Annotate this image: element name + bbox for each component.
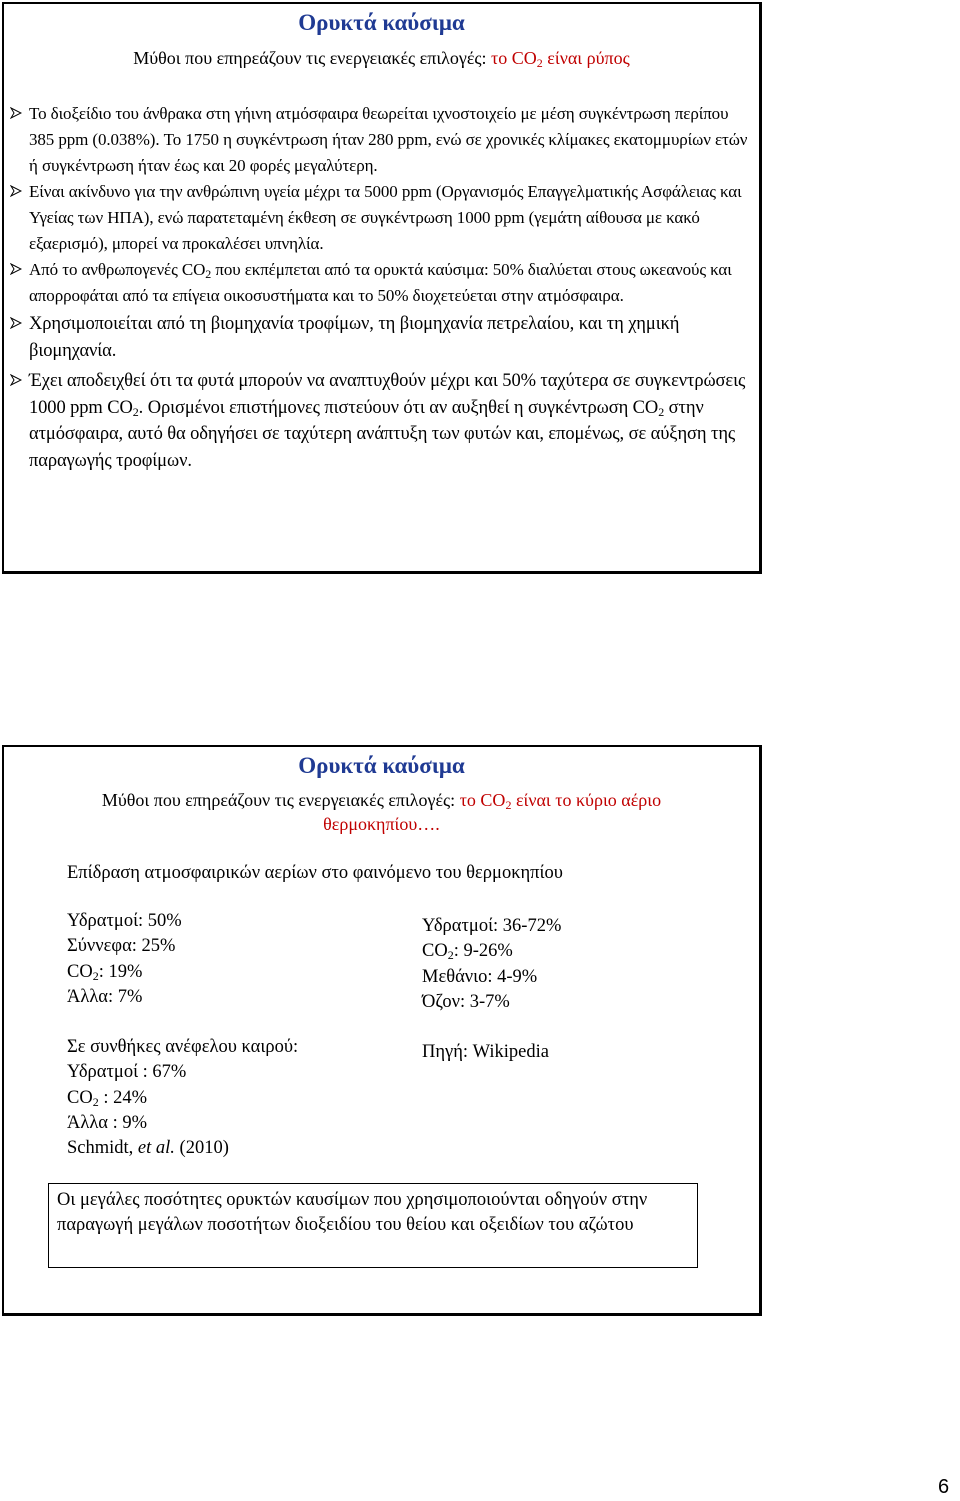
bullet-anthropogenic: Από το ανθρωπογενές $CO_2$ που εκπέμπεται από τα ορυκτά καύσιμα: 50% διαλύεται στους ωκεανούς και απορροφάται από τα επίγεια οικοσυστήματα και το 50% διοχετεύεται στην ατμόσφαιρα.: [9, 257, 753, 309]
arrow-bullet-icon: [10, 185, 22, 197]
left-column: Υδρατμοί: 50% Σύννεφα: 25% $CO_2$: 19% Άλλα: 7% Σε συνθήκες ανέφελου καιρού: Υδρατμοί : 67% $CO_2$ : 24% Άλλα : 9% Schmidt, et al. (2010): [67, 911, 299, 1159]
slide-2-title: Ορυκτά καύσιμα: [298, 753, 465, 778]
bullet-health: Είναι ακίνδυνο για την ανθρώπινη υγεία μέχρι τα 5000 ppm (Οργανισμός Επαγγελματικής Ασφάλειας και Υγείας των ΗΠΑ), ενώ παρατεταμένη έκθεση σε συγκέντρωση 1000 ppm (γεμάτη αίθουσα με κακό εξαερισμό), μπορεί να προκαλέσει υπνηλία.: [9, 179, 753, 257]
greenhouse-heading: Επίδραση ατμοσφαιρικών αερίων στο φαινόμενο του θερμοκηπίου: [67, 863, 563, 883]
slide-2-subtitle: Μύθοι που επηρεάζουν τις ενεργειακές επιλογές: το $CO_2$ είναι το κύριο αέριο θερμοκηπίου….: [101, 790, 662, 834]
arrow-bullet-icon: [10, 263, 22, 275]
bullet-industry: Χρησιμοποιείται από τη βιομηχανία τροφίμων, τη βιομηχανία πετρελαίου, και τη χημική βιομηχανία.: [9, 311, 753, 364]
page-number: 6: [938, 1476, 950, 1498]
slide-2: [2, 745, 762, 1316]
slide-1-subtitle: Μύθοι που επηρεάζουν τις ενεργειακές επιλογές: το $CO_2$ είναι ρύπος: [133, 48, 630, 70]
arrow-bullet-icon: [10, 374, 22, 386]
emissions-note-box: Οι μεγάλες ποσότητες ορυκτών καυσίμων που χρησιμοποιούνται οδηγούν στην παραγωγή μεγάλων ποσοτήτων διοξειδίου του θείου και οξειδίων του αζώτου: [48, 1183, 698, 1268]
slide-1-title: Ορυκτά καύσιμα: [298, 10, 465, 35]
source-label: Πηγή: Wikipedia: [422, 1042, 549, 1063]
bullet-plants: Έχει αποδειχθεί ότι τα φυτά μπορούν να αναπτυχθούν μέχρι και 50% ταχύτερα σε συγκεντρώσεις 1000 ppm $CO_2$. Ορισμένοι επιστήμονες πιστεύουν ότι αν αυξηθεί η συγκέντρωση $CO_2$ στην ατμόσφαιρα, αυτό θα οδηγήσει σε ταχύτερη ανάπτυξη των φυτών και, επομένως, σε αύξηση της παραγωγής τροφίμων.: [9, 368, 753, 474]
arrow-bullet-icon: [10, 317, 22, 329]
slide-1: [2, 2, 762, 574]
slide-1-bullet-list: [9, 101, 753, 474]
right-column: Υδρατμοί: 36-72% $CO_2$: 9-26% Μεθάνιο: 4-9% Όζον: 3-7% Πηγή: Wikipedia: [422, 914, 561, 1065]
arrow-bullet-icon: [10, 107, 22, 119]
bullet-co2-trace: Το διοξείδιο του άνθρακα στη γήινη ατμόσφαιρα θεωρείται ιχνοστοιχείο με μέση συγκέντρωση περίπου 385 ppm (0.038%). Το 1750 η συγκέντρωση ήταν 280 ppm, ενώ σε χρονικές κλίμακες εκατομμυρίων ετών ή συγκέντρωση ήταν έως και 20 φορές μεγαλύτερη.: [9, 101, 753, 179]
